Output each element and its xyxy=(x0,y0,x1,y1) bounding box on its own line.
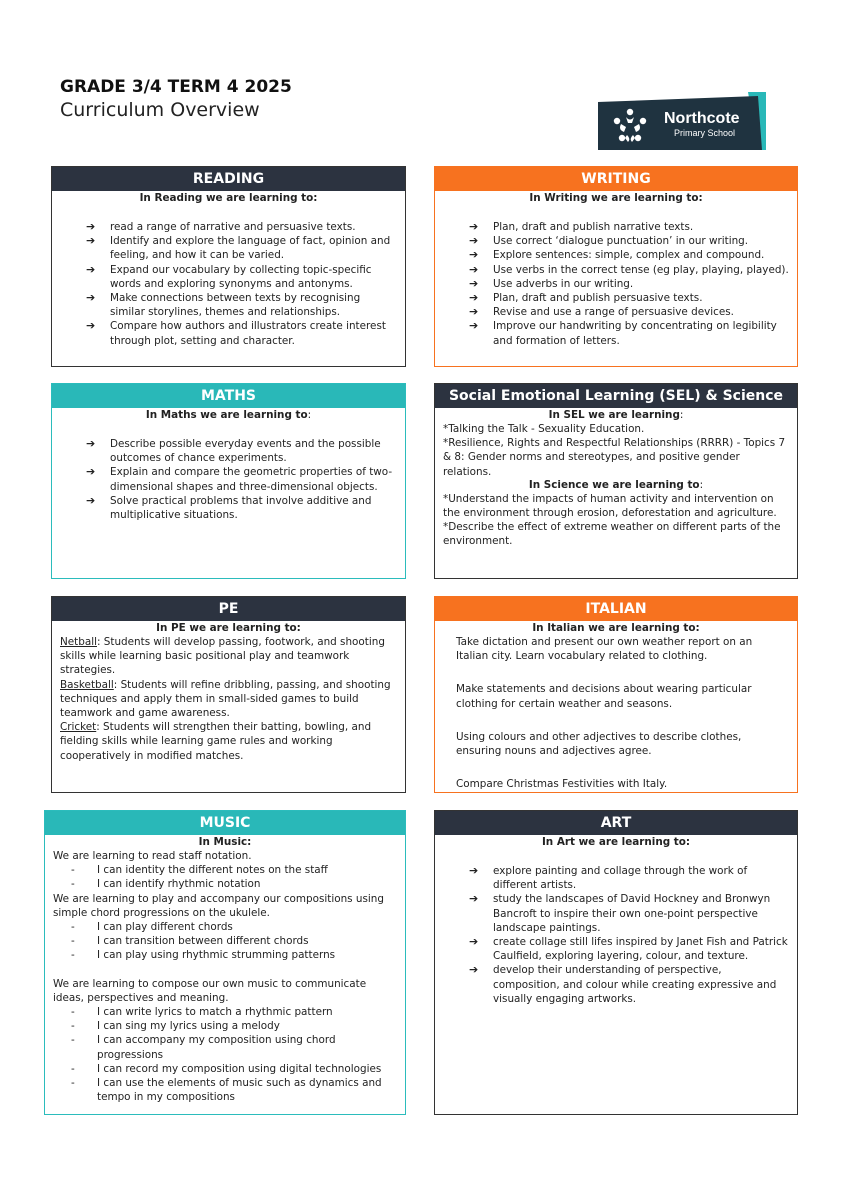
arrow-icon: ➔ xyxy=(469,305,479,319)
pe-section xyxy=(51,596,406,793)
arrow-icon: ➔ xyxy=(469,220,479,233)
arrow-icon: ➔ xyxy=(469,262,479,276)
list-item: ➔ explore painting and collage through the work of different artists. xyxy=(469,864,748,892)
italian-para: Make statements and decisions about wearing particular clothing for certain weather and seasons. xyxy=(456,683,752,710)
logo-name: Northcote xyxy=(664,110,740,127)
list-item: ➔ Explain and compare the geometric properties of two-dimensional shapes and three-dimensional objects. xyxy=(86,465,393,493)
arrow-icon: ➔ xyxy=(469,963,479,977)
arrow-icon: ➔ xyxy=(86,319,96,333)
list-item: - I can transition between different chords xyxy=(71,935,309,948)
arrow-icon: ➔ xyxy=(86,262,96,276)
writing-list xyxy=(435,220,797,348)
list-item: - I can record my composition using digital technologies xyxy=(71,1062,382,1075)
school-logo xyxy=(598,92,766,150)
arrow-icon: ➔ xyxy=(86,465,96,479)
arrow-icon: ➔ xyxy=(86,493,96,507)
arrow-icon: ➔ xyxy=(469,935,479,949)
arrow-icon: ➔ xyxy=(469,319,479,333)
list-item: - I can play using rhythmic strumming patterns xyxy=(71,949,336,962)
page-title: GRADE 3/4 TERM 4 2025 xyxy=(60,77,292,97)
arrow-icon: ➔ xyxy=(86,234,96,248)
italian-para: Using colours and other adjectives to describe clothes, ensuring nouns and adjectives agree. xyxy=(456,730,742,758)
list-item: ➔ Describe possible everyday events and the possible outcomes of chance experiments. xyxy=(86,437,381,465)
list-item: ➔ Improve our handwriting by concentrating on legibility and formation of letters. xyxy=(469,319,777,347)
list-item: ➔ develop their understanding of perspective, composition, and colour while creating expressive and visually engaging artworks. xyxy=(469,963,777,1005)
list-item: - I can write lyrics to match a rhythmic pattern xyxy=(71,1006,333,1019)
arrow-icon: ➔ xyxy=(86,437,96,450)
sel-line: *Talking the Talk - Sexuality Education. xyxy=(443,423,645,435)
list-item: ➔ study the landscapes of David Hockney and Bronwyn Bancroft to inspire their own one-point perspective landscape paintings. xyxy=(469,892,771,934)
reading-intro: In Reading we are learning to: xyxy=(139,192,318,204)
art-list xyxy=(435,864,797,1006)
reading-heading: READING xyxy=(52,167,405,191)
pe-heading: PE xyxy=(52,597,405,621)
music-list xyxy=(45,920,405,963)
list-item: ➔ Solve practical problems that involve additive and multiplicative situations. xyxy=(86,493,372,522)
list-item: - I can use the elements of music such as dynamics and tempo in my compositions xyxy=(71,1077,382,1104)
art-intro: In Art we are learning to: xyxy=(541,836,691,848)
reading-section xyxy=(51,166,406,367)
list-item: ➔ Explore sentences: simple, complex and compound. xyxy=(469,248,765,262)
list-item: ➔ Compare how authors and illustrators create interest through plot, setting and character. xyxy=(86,319,386,347)
writing-section xyxy=(434,166,798,367)
writing-intro: In Writing we are learning to: xyxy=(529,192,703,204)
italian-intro: In Italian we are learning to: xyxy=(532,622,700,634)
list-item: ➔ Use correct ‘dialogue punctuation’ in our writing. xyxy=(469,234,749,248)
list-item: ➔ Use adverbs in our writing. xyxy=(469,276,634,290)
list-item: ➔ Use verbs in the correct tense (eg play, playing, played). xyxy=(469,262,789,276)
music-list xyxy=(45,1005,405,1104)
maths-intro: In Maths we are learning to: xyxy=(145,409,312,421)
arrow-icon: ➔ xyxy=(469,864,479,877)
list-item: ➔ Plan, draft and publish narrative texts. xyxy=(469,220,694,233)
music-intro: In Music: xyxy=(198,836,252,848)
sel-science-section xyxy=(434,383,798,579)
list-item: ➔ read a range of narrative and persuasive texts. xyxy=(86,220,356,233)
list-item: - I can identity the different notes on the staff xyxy=(71,864,328,877)
arrow-icon: ➔ xyxy=(469,892,479,906)
list-item: ➔ Make connections between texts by recognising similar storylines, themes and relationships. xyxy=(86,291,361,319)
list-item: ➔ Expand our vocabulary by collecting topic-specific words and exploring synonyms and antonyms. xyxy=(86,262,372,290)
pe-intro: In PE we are learning to: xyxy=(156,622,301,634)
music-section xyxy=(44,810,406,1115)
music-goal: We are learning to play and accompany our compositions using simple chord progressions on the ukulele. xyxy=(53,892,384,919)
italian-para: Compare Christmas Festivities with Italy. xyxy=(456,778,668,791)
page-subtitle: Curriculum Overview xyxy=(60,99,260,121)
music-list xyxy=(45,863,405,891)
art-heading: ART xyxy=(435,811,797,835)
music-heading: MUSIC xyxy=(45,811,405,835)
list-item: - I can play different chords xyxy=(71,921,233,934)
sel-intro: In SEL we are learning: xyxy=(548,409,684,421)
maths-section xyxy=(51,383,406,579)
italian-heading: ITALIAN xyxy=(435,597,797,621)
list-item: ➔ Revise and use a range of persuasive devices. xyxy=(469,305,734,319)
list-item: - I can sing my lyrics using a melody xyxy=(71,1020,280,1033)
italian-section xyxy=(434,596,798,793)
logo-tagline: Primary School xyxy=(674,128,736,138)
pe-basketball: Basketball: Students will refine dribbling, passing, and shooting techniques and apply them in small-sided games to build teamwork and game awareness. xyxy=(60,678,391,720)
reading-list xyxy=(52,220,405,348)
list-item: ➔ Identify and explore the language of fact, opinion and feeling, and how it can be varied. xyxy=(86,234,391,262)
arrow-icon: ➔ xyxy=(86,220,96,233)
pe-netball: Netball: Students will develop passing, footwork, and shooting skills while learning basic positional play and teamwork strategies. xyxy=(60,636,385,677)
maths-heading: MATHS xyxy=(52,384,405,408)
writing-heading: WRITING xyxy=(435,167,797,191)
maths-list xyxy=(52,437,405,522)
science-line: *Understand the impacts of human activity and intervention on the environment through erosion, deforestation and agriculture. xyxy=(443,492,777,520)
list-item: - I can accompany my composition using chord progressions xyxy=(71,1034,336,1061)
arrow-icon: ➔ xyxy=(469,276,479,290)
music-goal: We are learning to read staff notation. xyxy=(53,850,252,862)
science-intro: In Science we are learning to: xyxy=(528,478,704,491)
sel-line: *Resilience, Rights and Respectful Relationships (RRRR) - Topics 7 & 8: Gender norms and stereotypes, and positive gender relations. xyxy=(443,437,786,478)
music-goal: We are learning to compose our own music to communicate ideas, perspectives and meaning. xyxy=(53,977,367,1004)
art-section xyxy=(434,810,798,1115)
list-item: ➔ create collage still lifes inspired by Janet Fish and Patrick Caulfield, exploring layering, colour, and texture. xyxy=(469,935,788,963)
arrow-icon: ➔ xyxy=(469,248,479,262)
arrow-icon: ➔ xyxy=(469,234,479,248)
list-item: - I can identify rhythmic notation xyxy=(71,878,261,891)
pe-cricket: Cricket: Students will strengthen their batting, bowling, and fielding skills while learning game rules and working cooperatively in modified matches. xyxy=(60,721,372,762)
italian-para: Take dictation and present our own weather report on an Italian city. Learn vocabulary related to clothing. xyxy=(456,636,753,663)
arrow-icon: ➔ xyxy=(469,291,479,305)
arrow-icon: ➔ xyxy=(86,291,96,305)
list-item: ➔ Plan, draft and publish persuasive texts. xyxy=(469,291,703,305)
sel-heading: Social Emotional Learning (SEL) & Science xyxy=(435,384,797,408)
science-line: *Describe the effect of extreme weather on different parts of the environment. xyxy=(443,521,781,548)
